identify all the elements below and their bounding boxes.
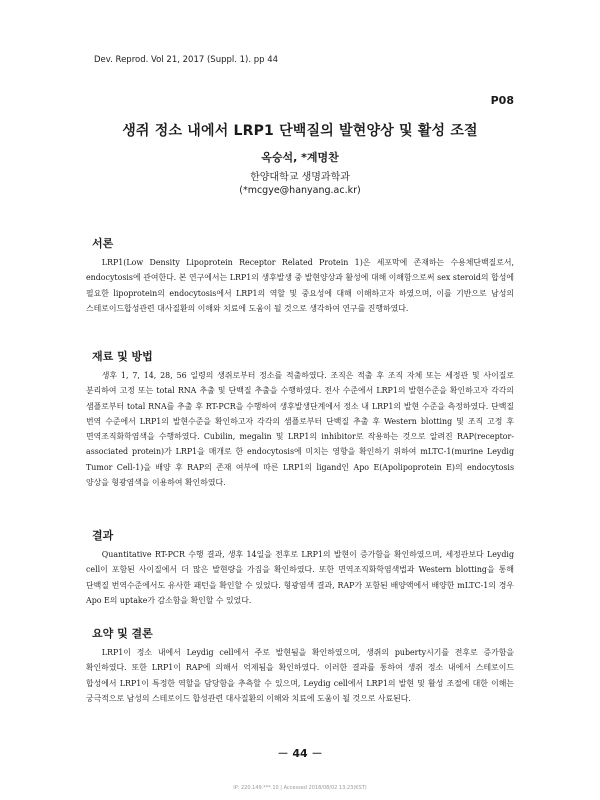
section-results (86, 527, 514, 608)
section-methods (86, 348, 514, 490)
section-body: Quantitative RT-PCR 수행 결과, 생후 14일을 전후로 LRP1의 발현이 증가함을 확인하였으며, 세정관보다 Leydig cell이 포함된 사이질에서 더 많은 발현량을 가짐을 확인하였다. 또한 면역조직화학염색법과 Western blotting을 통해 단백질 번역수준에서도 유사한 패턴을 확인할 수 있었다. 형광염색 결과, RAP가 포함된 배양액에서 배양한 mLTC-1의 경우 Apo E의 uptake가 감소함을 확인할 수 있었다. (86, 550, 514, 605)
section-body: 생후 1, 7, 14, 28, 56 일령의 생쥐로부터 정소를 적출하였다. 조직은 적출 후 조직 자체 또는 세정관 및 사이질로 분리하여 고정 또는 total RNA 추출 및 단백질 추출을 수행하였다. 전사 수준에서 LRP1의 발현수준을 확인하고자 각각의 샘플로부터 total RNA를 추출 후 RT-PCR을 수행하여 생후발생단계에서 정소 내 LRP1의 발현 수준을 측정하였다. 단백질 번역 수준에서 LRP1의 발현수준을 확인하고자 각각의 샘플로부터 단백질 추출 후 Western blotting 및 조직 고정 후 면역조직화학염색을 수행하였다. Cubilin, megalin 및 LRP1의 inhibitor로 작용하는 것으로 알려진 RAP(receptor-associated protein)가 LRP1을 매개로 한 endocytosis에 미치는 영향을 확인하기 위하여 mLTC-1(murine Leydig Tumor Cell-1)을 배양 후 RAP의 존재 여부에 따른 LRP1의 ligand인 Apo E(Apolipoprotein E)의 endocytosis 양상을 형광염색을 이용하여 확인하였다. (86, 371, 514, 488)
section-heading: 서론 (92, 237, 114, 250)
section-heading: 결과 (92, 529, 114, 542)
journal-citation: Dev. Reprod. Vol 21, 2017 (Suppl. 1). pp 44 (94, 55, 279, 65)
section-heading: 재료 및 방법 (92, 350, 153, 363)
access-footer: IP: 220.149.***.10 | Accessed 2018/08/02 13:23(KST) (233, 785, 367, 791)
section-introduction (86, 235, 514, 316)
paper-title: 생쥐 정소 내에서 LRP1 단백질의 발현양상 및 활성 조절 (122, 123, 478, 139)
section-heading: 요약 및 결론 (92, 627, 153, 640)
section-body: LRP1(Low Density Lipoprotein Receptor Related Protein 1)은 세포막에 존재하는 수용체단백질로서, endocytosis에 관여한다. 본 연구에서는 LRP1의 생후발생 중 발현양상과 활성에 대해 이해함으로써 sex steroid의 합성에 필요한 lipoprotein의 endocytosis에서 LRP1의 역할 및 중요성에 대해 이해하고자 하였으며, 이를 기반으로 남성의 스테로이드합성관련 대사질환의 이해와 치료에 도움이 될 것으로 생각하여 연구를 진행하였다. (86, 258, 514, 313)
abstract-code: P08 (490, 94, 514, 107)
section-conclusion (86, 625, 514, 706)
page-number: － 44 － (277, 747, 323, 760)
authors: 옥승석, *계명찬 (261, 151, 339, 164)
section-body: LRP1이 정소 내에서 Leydig cell에서 주로 발현됨을 확인하였으며, 생쥐의 puberty시기를 전후로 증가함을 확인하였다. 또한 LRP1이 RAP에 의해서 억제됨을 확인하였다. 이러한 결과를 통하여 생쥐 정소 내에서 스테로이드 합성에서 LRP1이 특정한 역할을 담당함을 추측할 수 있으며, Leydig cell에서 LRP1의 발현 및 활성 조절에 대한 이해는 궁극적으로 남성의 스테로이드 합성관련 대사질환의 이해와 치료에 도움이 될 것으로 사료된다. (86, 648, 514, 703)
corresponding-email: (*mcgye@hanyang.ac.kr) (239, 185, 361, 196)
affiliation: 한양대학교 생명과학과 (250, 172, 350, 183)
